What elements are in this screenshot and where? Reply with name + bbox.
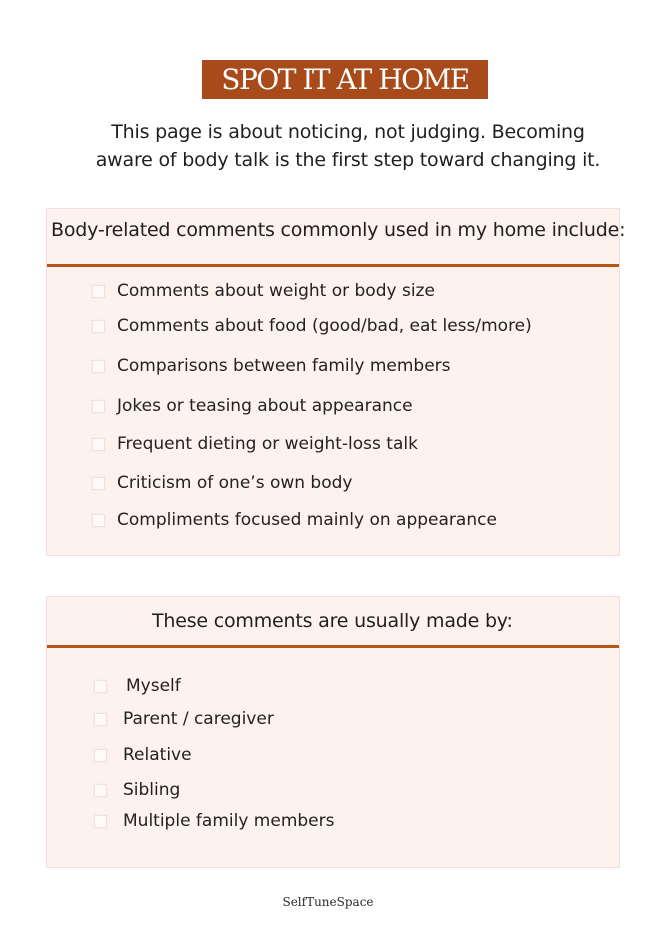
checklist-item-compliments[interactable]	[47, 510, 497, 530]
checkbox[interactable]	[94, 713, 107, 726]
body-comments-header	[47, 209, 626, 267]
checklist-item-label: Frequent dieting or weight-loss talk	[117, 434, 418, 454]
checkbox[interactable]	[92, 477, 105, 490]
page-title: SPOT IT AT HOME	[221, 62, 469, 96]
checkbox[interactable]	[94, 680, 107, 693]
checkbox[interactable]	[92, 514, 105, 527]
checkbox[interactable]	[92, 285, 105, 298]
checklist-item-parent[interactable]	[47, 709, 274, 729]
checklist-item-weight[interactable]	[47, 281, 435, 301]
checkbox[interactable]	[92, 400, 105, 413]
checklist-item-criticism[interactable]	[47, 473, 352, 493]
checklist-item-label: Comments about food (good/bad, eat less/more)	[117, 316, 532, 336]
checklist-item-label: Compliments focused mainly on appearance	[117, 510, 497, 530]
comment-source-header	[47, 597, 619, 648]
checkbox[interactable]	[94, 784, 107, 797]
checklist-item-label: Sibling	[123, 780, 181, 800]
checklist-item-jokes[interactable]	[47, 396, 413, 416]
checklist-item-myself[interactable]	[47, 676, 181, 696]
checklist-item-relative[interactable]	[47, 745, 192, 765]
checklist-item-dieting[interactable]	[47, 434, 418, 454]
checklist-item-multiple[interactable]	[47, 811, 334, 831]
checklist-item-label: Comments about weight or body size	[117, 281, 435, 301]
body-comments-heading: Body-related comments commonly used in my home include:	[51, 219, 626, 241]
intro-line-1: This page is about noticing, not judging. Becoming	[111, 121, 585, 143]
checklist-item-food[interactable]	[47, 316, 532, 336]
checklist-item-label: Myself	[126, 676, 181, 696]
checklist-item-sibling[interactable]	[47, 780, 180, 800]
intro-text	[60, 118, 636, 174]
footer-brand: SelfTuneSpace	[282, 895, 374, 909]
checkbox[interactable]	[92, 438, 105, 451]
checklist-item-comparisons[interactable]	[47, 356, 451, 376]
comment-source-heading: These comments are usually made by:	[152, 610, 513, 632]
checklist-item-label: Criticism of one’s own body	[117, 473, 353, 493]
page-title-banner	[202, 60, 488, 99]
body-comments-card	[46, 208, 626, 556]
checkbox[interactable]	[92, 360, 105, 373]
checkbox[interactable]	[92, 320, 105, 333]
comment-source-card	[46, 596, 620, 868]
intro-line-2: aware of body talk is the first step toward changing it.	[95, 149, 601, 171]
checkbox[interactable]	[94, 815, 107, 828]
checklist-item-label: Multiple family members	[123, 811, 335, 831]
checklist-item-label: Comparisons between family members	[117, 356, 451, 376]
checklist-item-label: Jokes or teasing about appearance	[117, 396, 413, 416]
checklist-item-label: Parent / caregiver	[123, 709, 274, 729]
checkbox[interactable]	[94, 749, 107, 762]
checklist-item-label: Relative	[123, 745, 192, 765]
